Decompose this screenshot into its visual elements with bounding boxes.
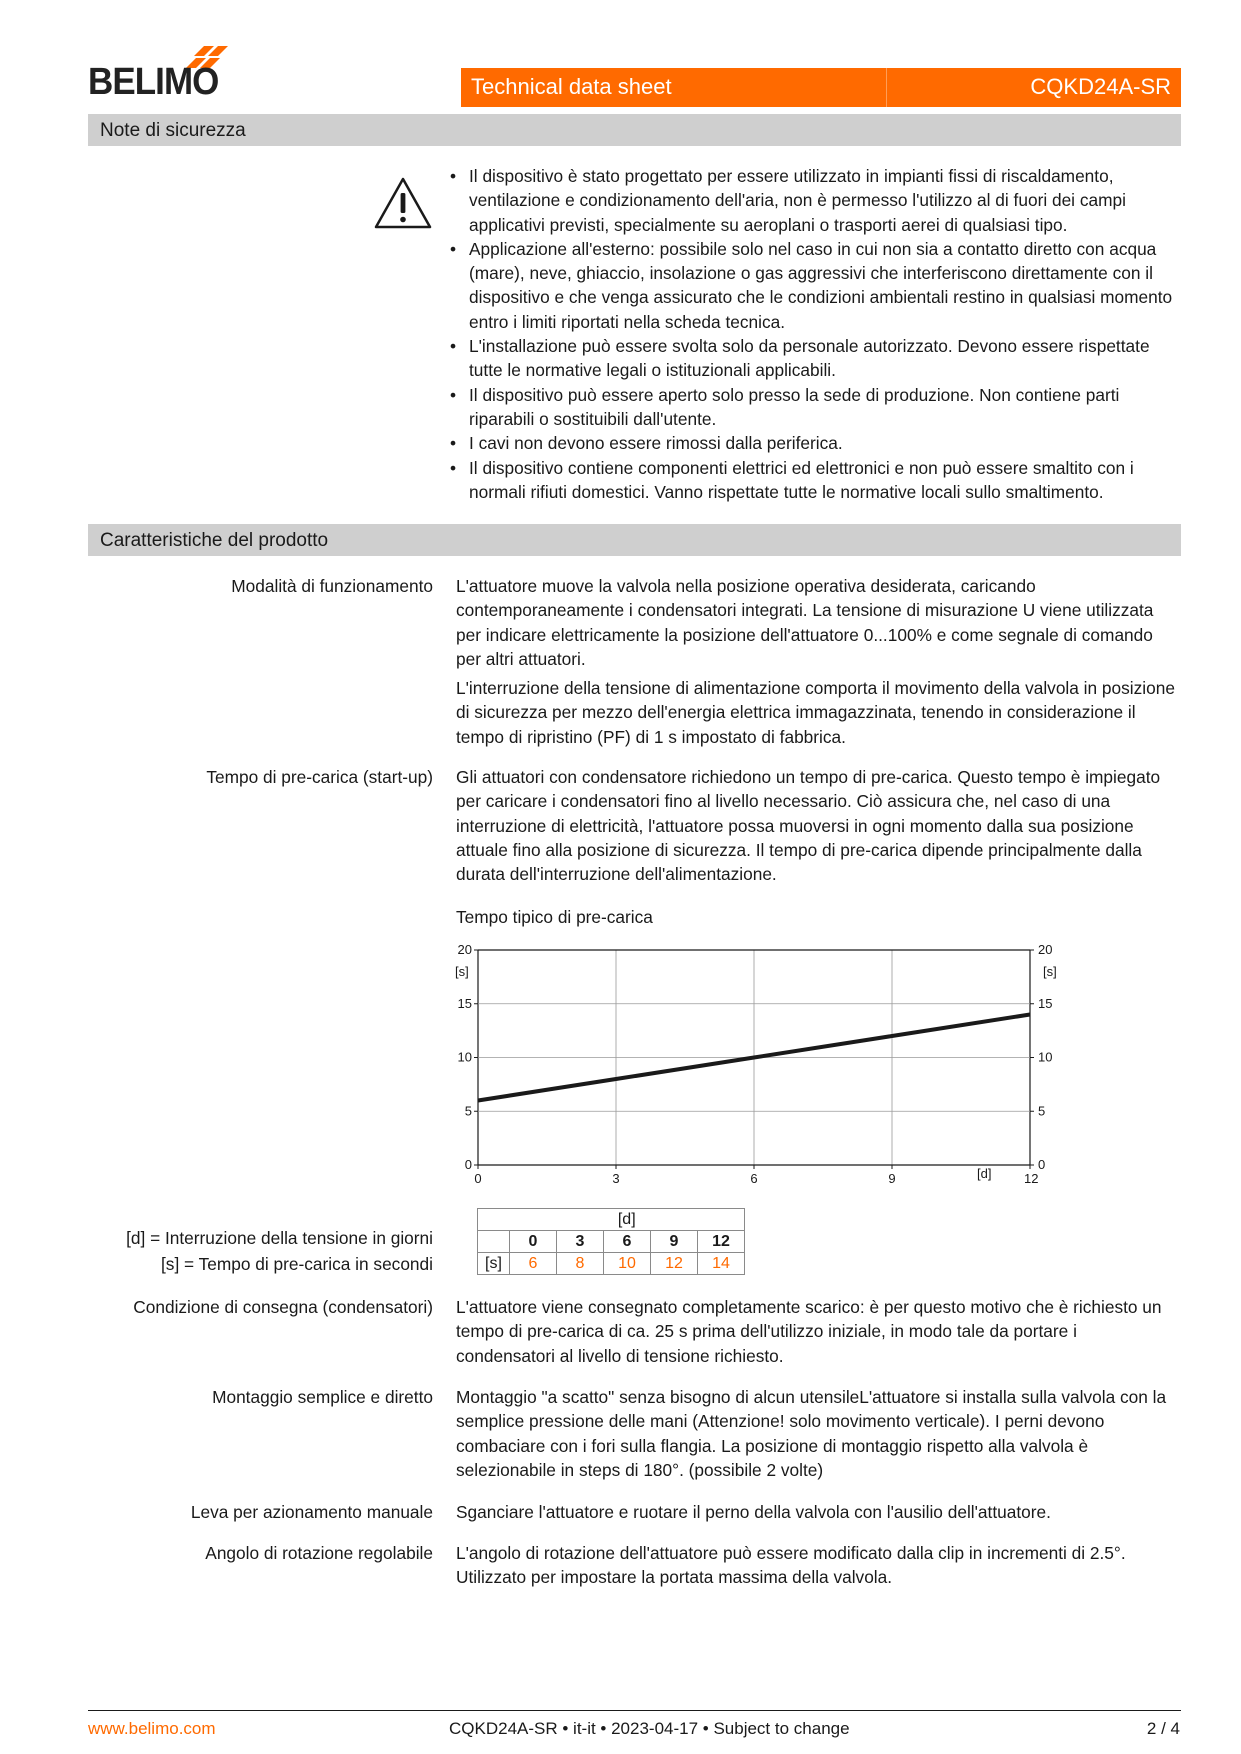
section-header-safety bbox=[88, 114, 1181, 146]
footer-link[interactable]: www.belimo.com bbox=[88, 1719, 216, 1738]
safety-notes-list bbox=[449, 164, 1179, 504]
y-axis-unit-right: [s] bbox=[1043, 964, 1057, 979]
y-tick-label-left: 20 bbox=[457, 942, 472, 957]
manual-lever-label: Leva per azionamento manuale bbox=[190, 1502, 433, 1522]
list-item: • Il dispositivo è stato progettato per essere utilizzato in impianti fissi di riscaldamento, ventilazione e condizionamento dell'aria, non è permesso l'utilizzo al di fuori dei campi applicativi previsti, specialmente su aeroplani o trasporti aerei di qualsiasi tipo. bbox=[449, 164, 1179, 237]
header-divider bbox=[886, 68, 887, 107]
brand-name: BELIMO bbox=[88, 61, 219, 103]
list-item: • Il dispositivo può essere aperto solo presso la sede di produzione. Non contiene parti riparabili o sostituibili dall'utente. bbox=[449, 383, 1179, 432]
delivery-text: L'attuatore viene consegnato completamente scarico: è per questo motivo che è richiesto un tempo di pre-carica di ca. 25 s prima dell'utilizzo iniziale, in modo tale da portare i condensatori al livello di tensione richiesto. bbox=[456, 1297, 1162, 1366]
chart-title: Tempo tipico di pre-carica bbox=[456, 907, 653, 927]
table-cell: 3 bbox=[557, 1231, 604, 1253]
mounting-text: Montaggio "a scatto" senza bisogno di alcun utensileL'attuatore si installa sulla valvola con la semplice pressione delle mani (Attenzione! solo movimento verticale). I perni devono combaciare con i fori sulla flangia. La posizione di montaggio rispetto alla valvola è selezionabile in steps di 180°. (possibile 2 volte) bbox=[456, 1387, 1167, 1480]
table-cell: 12 bbox=[651, 1253, 698, 1275]
table-cell: 10 bbox=[604, 1253, 651, 1275]
list-item: • I cavi non devono essere rimossi dalla periferica. bbox=[449, 431, 1179, 455]
precharge-table bbox=[477, 1208, 745, 1275]
table-row bbox=[478, 1253, 745, 1275]
y-tick-label-left: 0 bbox=[464, 1157, 472, 1172]
y-tick-label-right: 0 bbox=[1038, 1157, 1046, 1172]
legend-days: [d] = Interruzione della tensione in giorni bbox=[126, 1228, 433, 1248]
mounting-label: Montaggio semplice e diretto bbox=[212, 1387, 433, 1407]
warning-triangle-icon bbox=[373, 176, 433, 230]
document-title: Technical data sheet bbox=[471, 74, 672, 99]
table-cell: 14 bbox=[698, 1253, 745, 1275]
section-title: Note di sicurezza bbox=[100, 120, 246, 141]
y-axis-unit-left: [s] bbox=[455, 964, 469, 979]
y-tick-label-left: 10 bbox=[457, 1049, 472, 1065]
table-header-days: [d] bbox=[510, 1209, 745, 1231]
operating-mode-label: Modalità di funzionamento bbox=[231, 576, 433, 596]
model-number: CQKD24A-SR bbox=[1030, 74, 1171, 99]
legend-seconds: [s] = Tempo di pre-carica in secondi bbox=[161, 1254, 433, 1274]
x-tick-label: 3 bbox=[612, 1171, 620, 1186]
table-cell: 8 bbox=[557, 1253, 604, 1275]
page-number: 2 / 4 bbox=[1146, 1719, 1180, 1738]
table-cell bbox=[478, 1231, 510, 1253]
footer-divider bbox=[88, 1710, 1181, 1711]
precharge-label: Tempo di pre-carica (start-up) bbox=[206, 767, 433, 787]
table-cell: 12 bbox=[698, 1231, 745, 1253]
x-tick-label: 12 bbox=[1024, 1171, 1039, 1186]
precharge-chart bbox=[440, 940, 1080, 1190]
rotation-angle-label: Angolo di rotazione regolabile bbox=[205, 1543, 433, 1563]
table-cell bbox=[478, 1209, 510, 1231]
y-tick-label-left: 5 bbox=[464, 1103, 472, 1119]
rotation-angle-text: L'angolo di rotazione dell'attuatore può essere modificato dalla clip in incrementi di 2.5°. Utilizzato per impostare la portata massima della valvola. bbox=[456, 1543, 1126, 1588]
table-row-label: [s] bbox=[478, 1253, 510, 1275]
y-tick-label-right: 15 bbox=[1038, 995, 1053, 1011]
table-cell: 9 bbox=[651, 1231, 698, 1253]
paragraph: L'interruzione della tensione di alimentazione comporta il movimento della valvola in posizione di sicurezza per mezzo dell'energia elettrica immagazzinata, tenendo in considerazione il tempo di ripristino (PF) di 1 s impostato di fabbrica. bbox=[456, 678, 1175, 747]
chart-ticks bbox=[458, 942, 1053, 1186]
y-tick-label-right: 5 bbox=[1038, 1103, 1046, 1119]
table-row bbox=[478, 1231, 745, 1253]
operating-mode-text bbox=[456, 574, 1180, 749]
header-bar bbox=[461, 68, 1181, 107]
section-title: Caratteristiche del prodotto bbox=[100, 530, 329, 551]
section-header-product bbox=[88, 524, 1181, 556]
list-item: • Applicazione all'esterno: possibile solo nel caso in cui non sia a contatto diretto con acqua (mare), neve, ghiaccio, insolazione o gas aggressivi che interferiscono direttamente con il dispositivo e che venga assicurato che le condizioni ambientali restino in qualsiasi momento entro i limiti riportati nella scheda tecnica. bbox=[449, 237, 1179, 334]
table-cell: 0 bbox=[510, 1231, 557, 1253]
y-tick-label-right: 20 bbox=[1038, 942, 1053, 957]
y-tick-label-right: 10 bbox=[1038, 1049, 1053, 1065]
list-item: • L'installazione può essere svolta solo da personale autorizzato. Devono essere rispettate tutte le normative legali o istituzionali applicabili. bbox=[449, 334, 1179, 383]
precharge-text: Gli attuatori con condensatore richiedono un tempo di pre-carica. Questo tempo è impiegato per caricare i condensatori fino al livello necessario. Ciò assicura che, nel caso di una interruzione di elettricità, l'attuatore possa muoversi in ogni momento dalla sua posizione attuale fino alla posizione di sicurezza. Il tempo di pre-carica dipende principalmente dalla durata dell'interruzione dell'alimentazione. bbox=[456, 767, 1161, 885]
x-tick-label: 0 bbox=[474, 1171, 482, 1186]
footer-info: CQKD24A-SR • it-it • 2023-04-17 • Subject to change bbox=[449, 1719, 850, 1738]
x-tick-label: 6 bbox=[750, 1171, 758, 1186]
x-tick-label: 9 bbox=[888, 1171, 896, 1186]
delivery-label: Condizione di consegna (condensatori) bbox=[133, 1297, 433, 1317]
list-item: • Il dispositivo contiene componenti elettrici ed elettronici e non può essere smaltito con i normali rifiuti domestici. Vanno rispettate tutte le normative locali sullo smaltimento. bbox=[449, 456, 1179, 505]
table-cell: 6 bbox=[510, 1253, 557, 1275]
x-axis-unit: [d] bbox=[977, 1166, 992, 1181]
belimo-logo bbox=[88, 46, 238, 104]
paragraph: L'attuatore muove la valvola nella posizione operativa desiderata, caricando contemporaneamente i condensatori integrati. La tensione di misurazione U viene utilizzata per indicare elettricamente la posizione dell'attuatore 0...100% e come segnale di comando per altri attuatori. bbox=[456, 576, 1154, 669]
manual-lever-text: Sganciare l'attuatore e ruotare il perno della valvola con l'ausilio dell'attuatore. bbox=[456, 1502, 1051, 1522]
table-row bbox=[478, 1209, 745, 1231]
table-cell: 6 bbox=[604, 1231, 651, 1253]
y-tick-label-left: 15 bbox=[457, 995, 472, 1011]
